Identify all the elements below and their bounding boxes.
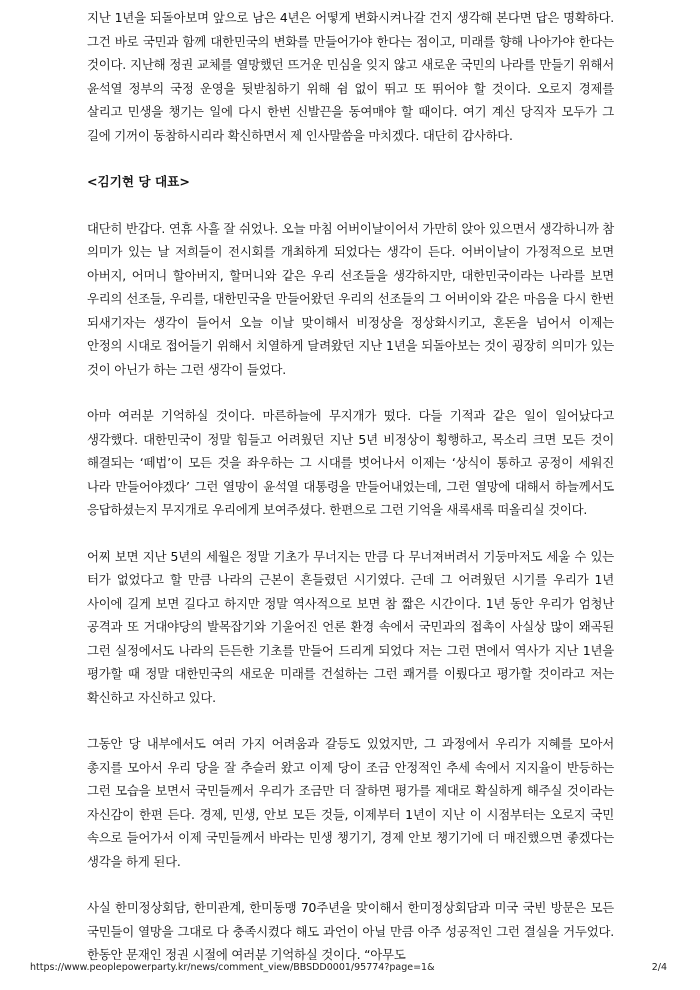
paragraph-rainbow-memory: 아마 여러분 기억하실 것이다. 마른하늘에 무지개가 떴다. 다들 기적과 같은 일이 일어났다고 생각했다. 대한민국이 정말 힘들고 어려웠던 지난 5년 비정상이 횡행하고, 목소리 크면 모든 것이 해결되는 ‘떼법’이 모든 것을 좌우하는 그 시대를 벗어나서 이제는 ‘상식이 통하고 공정이 세워진 나라 만들어야겠다’ 그런 열망이 윤석열 대통령을 만들어내었는데, 그런 열망에 대해서 하늘께서도 응답하셨는지 무지개로 우리에게 보여주셨다. 한편으로 그런 기억을 새록새록 떠올리실 것이다. bbox=[87, 408, 614, 517]
document-body bbox=[87, 6, 614, 990]
paragraph-closing-remarks: 지난 1년을 되돌아보며 앞으로 남은 4년은 어떻게 변화시켜나갈 건지 생각해 본다면 답은 명확하다. 그건 바로 국민과 함께 대한민국의 변화를 만들어가야 한다는 점이고, 미래를 향해 나아가야 한다는 것이다. 지난해 정권 교체를 열망했던 뜨거운 민심을 잊지 않고 새로운 국민의 나라를 만들기 위해서 윤석열 정부의 국정 운영을 뒷받침하기 위해 쉼 없이 뛰고 또 뛰어야 할 것이다. 오로지 경제를 살리고 민생을 챙기는 일에 다시 한번 신발끈을 동여매야 할 때이다. 여기 계신 당직자 모두가 그 길에 기꺼이 동참하시리라 확신하면서 제 인사말씀을 마치겠다. 대단히 감사하다. bbox=[87, 10, 614, 143]
section-heading-speaker: <김기현 당 대표> bbox=[87, 174, 190, 189]
paragraph-party-stability: 그동안 당 내부에서도 여러 가지 어려움과 갈등도 있었지만, 그 과정에서 우리가 지혜를 모아서 총지를 모아서 우리 당을 잘 추슬러 왔고 이제 당이 조금 안정적인 추세 속에서 지지율이 반등하는 그런 모습을 보면서 국민들께서 우리가 조금만 더 잘하면 평가를 제대로 확실하게 해주실 것이라는 자신감이 한편 든다. 경제, 민생, 안보 모든 것들, 이제부터 1년이 지난 이 시점부터는 오로지 국민 속으로 들어가서 이제 국민들께서 바라는 민생 챙기기, 경제 안보 챙기기에 더 매진했으면 좋겠다는 생각을 하게 된다. bbox=[87, 736, 614, 869]
footer-url: https://www.peoplepowerparty.kr/news/comment_view/BBSDD0001/95774?page=1& bbox=[30, 962, 435, 973]
paragraph-summit: 사실 한미정상회담, 한미관계, 한미동맹 70주년을 맞이해서 한미정상회담과 미국 국빈 방문은 모든 국민들이 열망을 그대로 다 충족시켰다 해도 과언이 아닐 만큼 아주 성공적인 그런 결실을 거두었다. 한동안 문재인 정권 시절에 여러분 기억하실 것이다. “아무도 bbox=[87, 900, 614, 962]
paragraph-greeting: 대단히 반갑다. 연휴 사흘 잘 쉬었나. 오늘 마침 어버이날이어서 가만히 앉아 있으면서 생각하니까 참 의미가 있는 날 저희들이 전시회를 개최하게 되었다는 생각이 든다. 어버이날이 가정적으로 보면 아버지, 어머니 할아버지, 할머니와 같은 우리 선조들을 생각하지만, 대한민국이라는 나라를 보면 우리의 선조들, 우리를, 대한민국을 만들어왔던 우리의 선조들의 그 어버이와 같은 마음을 다시 한번 되새기자는 생각이 들어서 오늘 이날 맞이해서 비정상을 정상화시키고, 혼돈을 넘어서 이제는 안정의 시대로 접어들기 위해서 치열하게 달려왔던 지난 1년을 되돌아보는 것이 굉장히 의미가 있는 것이 아닌가 하는 그런 생각이 들었다. bbox=[87, 220, 614, 377]
paragraph-past-five-years: 어찌 보면 지난 5년의 세월은 정말 기초가 무너지는 만큼 다 무너져버려서 기둥마저도 세울 수 있는 터가 없었다고 할 만큼 나라의 근본이 흔들렸던 시기였다. 근데 그 어려웠던 시기를 우리가 1년 사이에 길게 보면 길다고 하지만 정말 역사적으로 보면 참 짧은 시간이다. 1년 동안 우리가 엄청난 공격과 또 거대야당의 발목잡기와 기울어진 언론 환경 속에서 국민과의 접촉이 사실상 많이 왜곡된 그런 실정에서도 나라의 든든한 기초를 만들어 드리게 되었다 저는 그런 면에서 역사가 지난 1년을 평가할 때 정말 대한민국의 새로운 미래를 건설하는 그런 쾌거를 이뤘다고 평가할 것이라고 저는 확신하고 자신하고 있다. bbox=[87, 548, 614, 705]
footer-page-number: 2/4 bbox=[651, 962, 667, 973]
